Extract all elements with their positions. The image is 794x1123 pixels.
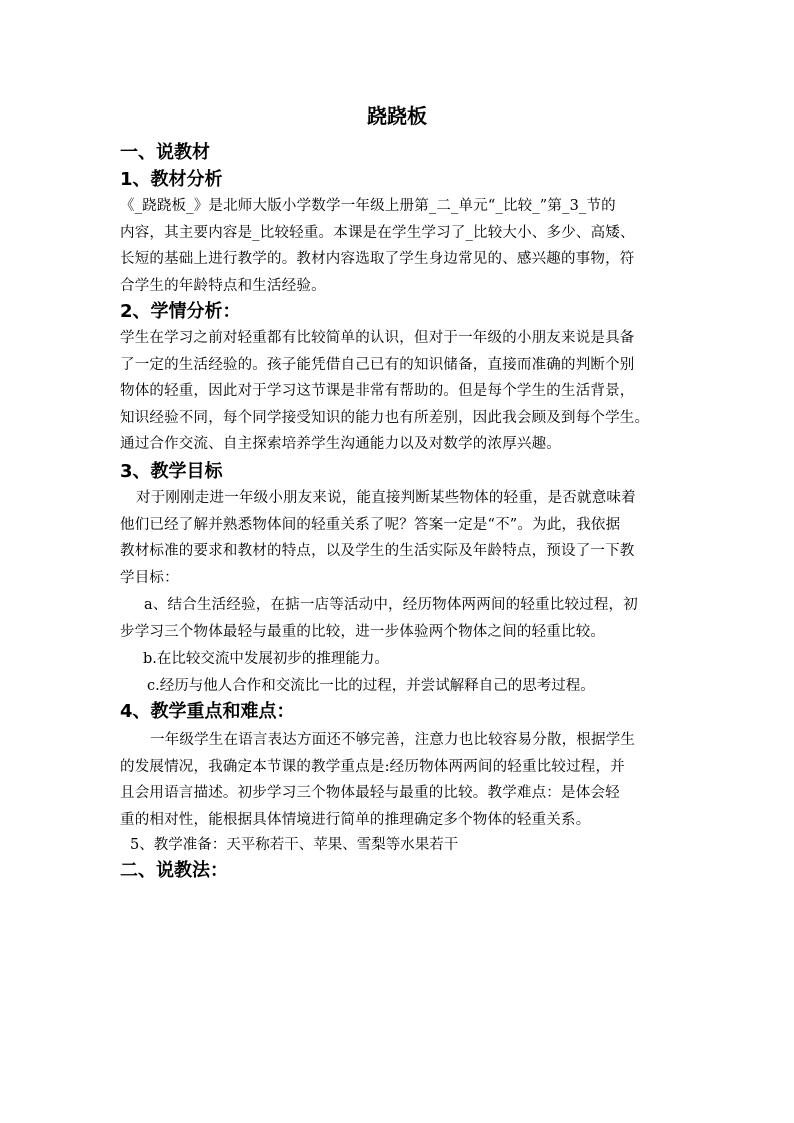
goal-b: b.在比较交流中发展初步的推理能力。: [143, 651, 389, 667]
text-line: 学目标：: [120, 569, 179, 586]
subheading-student-analysis: 2、学情分析：: [120, 301, 241, 322]
paragraph-key-points: [120, 727, 678, 833]
text-line: 一年级学生在语言表达方面还不够完善，注意力也比较容易分散，根据学生: [150, 732, 636, 748]
text-line: 教材标准的要求和教材的特点，以及学生的生活实际及年龄特点，预设了一下教: [120, 543, 635, 559]
text-line: 知识经验不同，每个同学接受知识的能力也有所差别，因此我会顾及到每个学生。: [120, 409, 650, 426]
text-line: 《_跷跷板_》是北师大版小学数学一年级上册第_二_单元“_比较_”第_3_节的: [120, 198, 616, 214]
text-line: 合学生的年龄特点和生活经验。: [120, 277, 326, 294]
text-line: 他们已经了解并熟悉物体间的轻重关系了呢？答案一定是“不”。为此，我依据: [120, 516, 621, 533]
paragraph-teaching-goals: [120, 485, 678, 591]
text-line: 的发展情况，我确定本节课的教学重点是:经历物体两两间的轻重比较过程，并: [120, 758, 625, 775]
text-line: 对于刚刚走进一年级小朋友来说，能直接判断某些物体的轻重，是否就意味着: [136, 490, 636, 506]
text-line: 通过合作交流、自主探索培养学生沟通能力以及对数学的浓厚兴趣。: [120, 436, 561, 452]
text-line: 内容，其主要内容是_比较轻重。本课是在学生学习了_比较大小、多少、高矮、: [120, 224, 635, 241]
text-line: a、结合生活经验，在掂一店等活动中，经历物体两两间的轻重比较过程，初: [144, 597, 638, 613]
text-line: 重的相对性，能根据具体情境进行简单的推理确定多个物体的轻重关系。: [120, 811, 591, 828]
paragraph-material-analysis: [120, 193, 678, 299]
text-line: 物体的轻重，因此对于学习这节课是非常有帮助的。但是每个学生的生活背景，: [120, 383, 635, 399]
goal-a: [120, 592, 678, 645]
text-line: 学生在学习之前对轻重都有比较简单的认识，但对于一年级的小朋友来说是具备: [120, 330, 635, 346]
goal-c: c.经历与他人合作和交流比一比的过程，并尝试解释自己的思考过程。: [147, 678, 595, 694]
text-line: 了一定的生活经验的。孩子能凭借自己已有的知识储备，直接而准确的判断个别: [120, 356, 635, 373]
section-heading-teaching-materials: 一、说教材: [120, 142, 210, 163]
teaching-preparation: 5、教学准备：天平称若干、苹果、雪梨等水果若干: [130, 837, 459, 853]
text-line: 且会用语言描述。初步学习三个物体最轻与最重的比较。教学难点：是体会轻: [120, 785, 620, 801]
document-title: 跷跷板: [367, 104, 427, 128]
section-heading-teaching-methods: 二、说教法：: [120, 860, 228, 881]
text-line: 步学习三个物体最轻与最重的比较，进一步体验两个物体之间的轻重比较。: [120, 623, 606, 640]
subheading-teaching-goals: 3、教学目标: [120, 461, 223, 482]
subheading-material-analysis: 1、教材分析: [120, 169, 223, 190]
subheading-key-points: 4、教学重点和难点：: [120, 701, 295, 722]
paragraph-student-analysis: [120, 325, 678, 458]
text-line: 长短的基础上进行教学的。教材内容选取了学生身边常见的、感兴趣的事物，符: [120, 251, 635, 267]
